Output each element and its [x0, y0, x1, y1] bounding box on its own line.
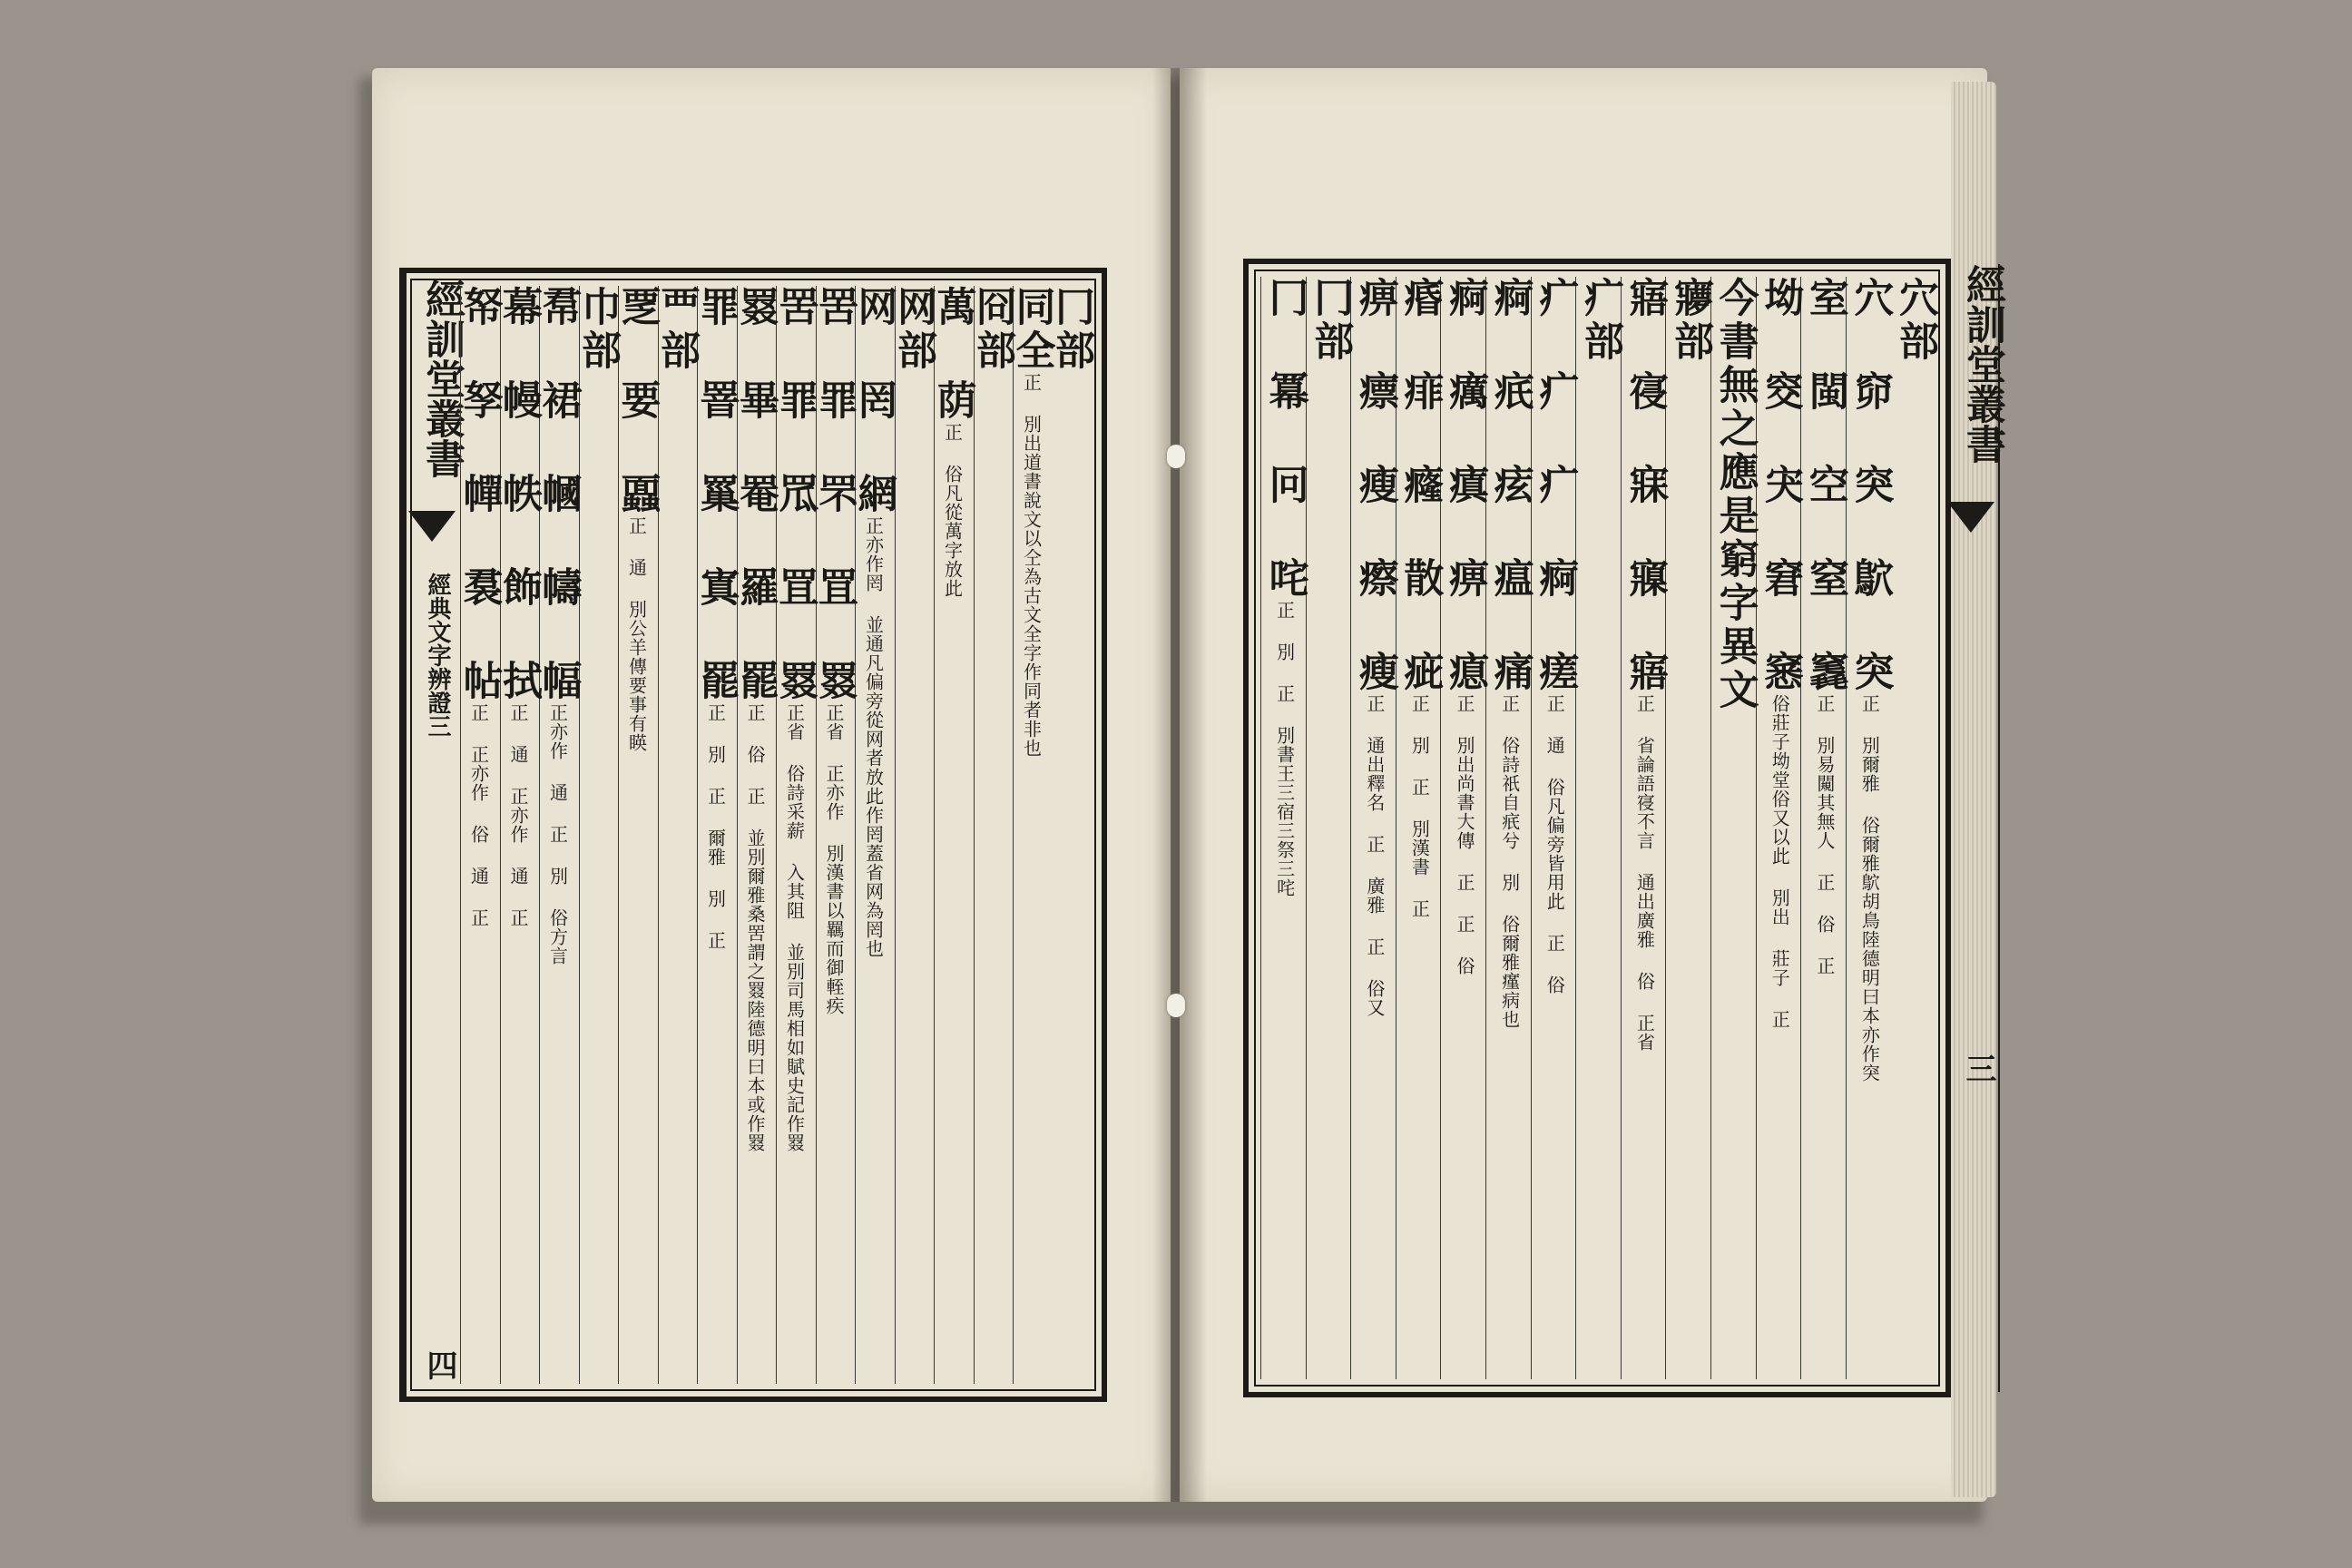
annotation-text: 正 別 正 別書王三宿三祭三咤	[1273, 601, 1296, 897]
annotation-text: 正 別出尚書大傳 正 正 俗	[1454, 694, 1475, 975]
headword-text: 今書無之應是窮字異文	[1711, 277, 1759, 712]
left-page-number: 四	[421, 1349, 457, 1380]
annotation-text: 俗莊子坳堂俗又以此 別出 莊子 正	[1769, 694, 1791, 1029]
headword-text: 罟 罪 罘 罝 罬	[811, 286, 858, 703]
headword-text: 痾 癘 瘨 痹 瘜	[1442, 277, 1488, 694]
text-column	[1800, 277, 1848, 1379]
text-column	[771, 286, 818, 1384]
annotation-text: 正 俗凡從萬字放此	[941, 423, 964, 598]
text-column	[811, 286, 858, 1384]
headword-text: 覂 要 蠠	[613, 286, 661, 516]
headword-text: 痹 瘭 瘦 瘵 瘦	[1351, 277, 1398, 694]
annotation-text: 正 別易闚其無人 正 俗 正	[1813, 694, 1836, 975]
annotation-text: 正 別 正 別漢書 正	[1408, 694, 1431, 918]
headword-text: 巾部	[574, 286, 621, 373]
annotation-text: 正 通 正亦作 通 正	[507, 703, 529, 927]
headword-text: 同全	[1008, 286, 1055, 373]
right-spine-column	[1945, 264, 2005, 1392]
text-column	[495, 286, 542, 1384]
text-column	[929, 286, 976, 1384]
fishtail-mark	[1947, 502, 1994, 533]
text-column	[1891, 277, 1938, 1379]
text-column	[969, 286, 1015, 1384]
headword-text: 幕 幔 帙 飾 拭	[495, 286, 542, 703]
text-column	[574, 286, 621, 1384]
headword-text: 穴 窌 突 鴥 突	[1847, 277, 1894, 694]
headword-text: 网部	[890, 286, 936, 373]
headword-text: 㝱部	[1667, 277, 1713, 364]
text-column	[850, 286, 897, 1384]
left-text-frame	[399, 268, 1107, 1402]
right-page-number: 三	[1960, 1053, 1996, 1083]
text-column	[1665, 277, 1713, 1379]
text-column	[1485, 277, 1534, 1379]
annotation-text: 正亦作 通 正 別 俗方言	[546, 703, 569, 965]
binding-thread	[1167, 445, 1185, 468]
annotation-text: 正 別爾雅 俗爾雅鴥胡鳥陸德明曰本亦作突	[1858, 694, 1881, 1083]
text-column	[1440, 277, 1488, 1379]
headword-text: 网 罔 網	[850, 286, 897, 516]
text-column	[692, 286, 740, 1384]
text-column	[1846, 277, 1894, 1379]
right-spine-title: 經訓堂叢書	[1959, 264, 2005, 464]
headword-text: 冂部	[1048, 286, 1094, 373]
headword-text: 寤 寑 寐 寱 寤	[1622, 277, 1669, 694]
left-spine-subtitle: 經典文字辨證三	[424, 573, 451, 738]
annotation-text: 正亦作罔 並通凡偏旁從网者放此作罔蓋省网為罔也	[862, 516, 885, 958]
annotation-text: 正省 俗詩采薪 入其阻 並別司馬相如賦史記作罬	[783, 703, 806, 1152]
text-column	[1756, 277, 1804, 1379]
text-column	[1008, 286, 1055, 1384]
text-column	[732, 286, 779, 1384]
headword-text: 坳 窔 宊 窘 窸	[1757, 277, 1804, 694]
text-column	[1260, 277, 1308, 1379]
left-spine-title: 經訓堂叢書	[418, 279, 465, 478]
annotation-text: 正 通 別公羊傳要事有䁐	[625, 516, 648, 752]
headword-text: 冂 冪 冋 咤	[1261, 277, 1308, 601]
headword-text: 痻 痱 癃 散 疵	[1396, 277, 1444, 694]
text-column	[1621, 277, 1669, 1379]
text-column	[653, 286, 700, 1384]
headword-text: 室 閩 空 窒 竁	[1801, 277, 1848, 694]
text-column	[1710, 277, 1759, 1379]
text-column	[1575, 277, 1623, 1379]
annotation-text: 正 通出釋名 正 廣雅 正 俗又	[1363, 694, 1386, 1017]
headword-text: 疒 疒 疒 痾 瘥	[1532, 277, 1579, 694]
annotation-text: 正 正亦作 俗 通 正	[467, 703, 490, 927]
text-column	[1350, 277, 1398, 1379]
headword-text: 痾 疧 痃 瘟 痛	[1486, 277, 1534, 694]
text-column	[1396, 277, 1444, 1379]
headword-text: 冂部	[1307, 277, 1354, 364]
annotation-text: 正 俗 正 並別爾雅桑罟謂之罬陸德明曰本或作罬	[744, 703, 766, 1152]
left-spine-column	[405, 273, 465, 1396]
annotation-text: 正 通 俗凡偏旁皆用此 正 俗	[1544, 694, 1566, 995]
text-column	[456, 286, 503, 1384]
headword-text: 冏部	[969, 286, 1015, 373]
annotation-text: 正 俗詩祇自疧兮 別 俗爾雅瘽病也	[1498, 694, 1521, 1029]
headword-text: 帬 裙 幗 幬 幅	[534, 286, 582, 703]
text-column	[1531, 277, 1579, 1379]
headword-text: 覀部	[653, 286, 700, 373]
text-column	[613, 286, 661, 1384]
fishtail-mark	[408, 511, 456, 542]
text-column	[890, 286, 936, 1384]
headword-text: 罟 罪 罛 罝 罬	[771, 286, 818, 703]
annotation-text: 正 別出道書說文以仝為古文全字作同者非也	[1020, 373, 1043, 758]
headword-text: 穴部	[1892, 277, 1938, 364]
right-text-frame	[1243, 259, 2005, 1397]
annotation-text: 正 別 正 爾雅 別 正	[704, 703, 727, 950]
text-column	[1306, 277, 1354, 1379]
headword-text: 罬 畢 罨 羅 罷	[732, 286, 779, 703]
annotation-text: 正省 正亦作 別漢書以羈而御輊疾	[823, 703, 845, 1015]
text-column	[1048, 286, 1094, 1384]
text-column	[534, 286, 582, 1384]
headword-text: 帑 孥 幝 裠 帖	[456, 286, 503, 703]
headword-text: 罪 罯 罺 寘 罷	[692, 286, 740, 703]
binding-thread	[1167, 994, 1185, 1017]
headword-text: 疒部	[1576, 277, 1623, 364]
headword-text: 萬 荫	[929, 286, 976, 423]
book-gutter	[1152, 68, 1207, 1502]
annotation-text: 正 省論語寑不言 通出廣雅 俗 正省	[1633, 694, 1656, 1052]
